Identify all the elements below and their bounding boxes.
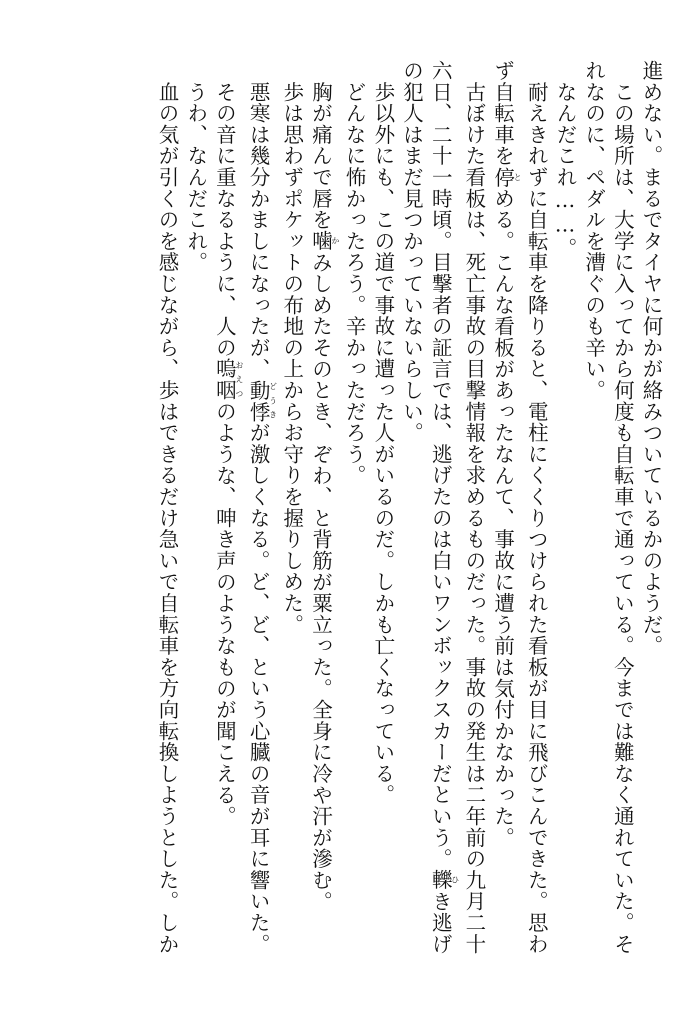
furigana-reading: おえつ bbox=[234, 358, 244, 401]
text-line: 耐えきれずに自転車を降りると、電柱にくくりつけられた看板が目に飛びこんできた。思わ bbox=[524, 60, 549, 955]
text-line: この場所は、大学に入ってから何度も自転車で通っている。今までは難なく通れていた。そ bbox=[610, 60, 635, 955]
text-line: その音に重なるように、人の嗚咽おえつのような、呻き声のようなものが聞こえる。 bbox=[212, 60, 244, 827]
text-line: うわ、なんだこれ。 bbox=[183, 60, 208, 273]
text-line: なんだこれ……。 bbox=[552, 60, 577, 259]
text-line: ず自転車を停とめる。こんな看板があったなんて、事故に遭う前は気付かなかった。 bbox=[490, 60, 523, 849]
text-line: 悪寒は幾分かましになったが、動悸どうきが激しくなる。ど、ど、という心臓の音が耳に響いた。 bbox=[246, 60, 278, 955]
furigana-reading: どうき bbox=[268, 379, 278, 423]
furigana-reading: ひ bbox=[450, 869, 460, 891]
text-line: 六日、二十一時頃。目撃者の証言では、逃げたのは白いワンボックスカーだという。轢ひき逃げ bbox=[428, 60, 460, 955]
furigana-word: 噛か bbox=[308, 230, 340, 252]
text-line: 歩は思わずポケットの布地の上からお守りを握りしめた。 bbox=[279, 60, 304, 636]
text-line: 歩以外にも、この道で事故に遭った人がいるのだ。しかも亡くなっている。 bbox=[370, 60, 395, 806]
text-line: の犯人はまだ見つかっていないらしい。 bbox=[399, 60, 424, 444]
furigana-word: 轢ひ bbox=[428, 869, 460, 891]
furigana-word: 停と bbox=[490, 166, 523, 188]
text-line: 進めない。まるでタイヤに何かが絡みついているかのようだ。 bbox=[639, 60, 663, 657]
text-line: 古ぼけた看板は、死亡事故の目撃情報を求めるものだった。事故の発生は二年前の九月二十 bbox=[461, 60, 486, 955]
text-line: どんなに怖かったろう。辛かっただろう。 bbox=[342, 60, 367, 486]
text-line: れなのに、ペダルを漕ぐのも辛い。 bbox=[581, 60, 606, 401]
furigana-reading: と bbox=[513, 166, 523, 188]
furigana-word: 動悸どうき bbox=[246, 379, 278, 423]
vertical-text-body bbox=[25, 60, 665, 960]
text-line: 胸が痛んで唇を噛かみしめたそのとき、ぞわ、と背筋が粟立った。全身に冷や汗が滲む。 bbox=[308, 60, 340, 913]
furigana-reading: か bbox=[330, 230, 340, 252]
furigana-word: 嗚咽おえつ bbox=[212, 358, 244, 401]
text-line: 血の気が引くのを感じながら、歩はできるだけ急いで自転車を方向転換しようとした。しか bbox=[155, 60, 179, 955]
